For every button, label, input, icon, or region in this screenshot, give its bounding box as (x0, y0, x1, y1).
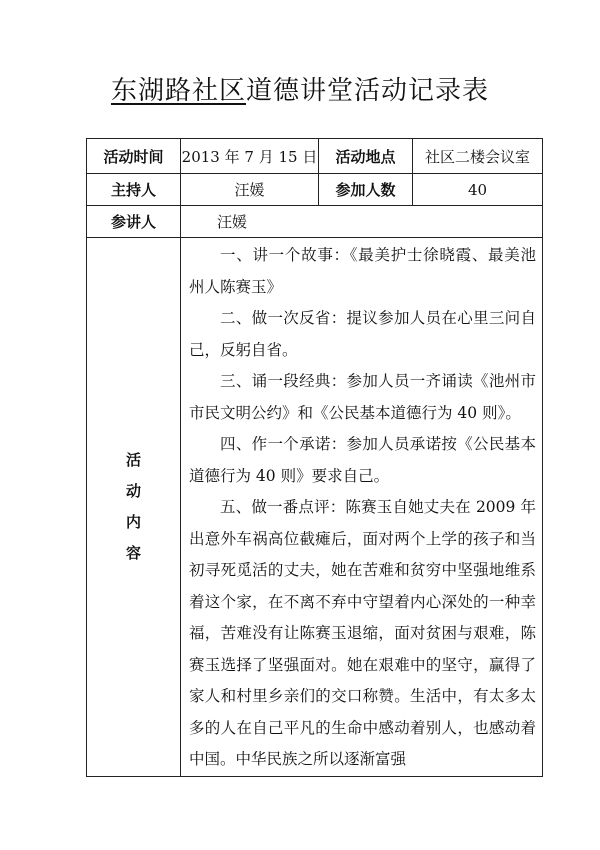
content-label-char: 容 (125, 543, 141, 562)
content-label-char: 动 (125, 481, 141, 500)
place-value: 社区二楼会议室 (413, 139, 543, 174)
content-paragraph: 五、做一番点评：陈赛玉自她丈夫在 2009 年出意外车祸高位截瘫后，面对两个上学的孩子和当初寻死觅活的丈夫，她在苦难和贫穷中坚强地维系着这个家，在不离不弃中守望着内心深处的一种幸福，苦难没有让陈赛玉退缩，面对贫困与艰难，陈赛玉选择了坚强面对。她在艰难中的坚守，赢得了家人和村里乡亲们的交口称赞。生活中，有太多太多的人在自己平凡的生命中感动着别人，也感动着中国。中华民族之所以逐渐富强 (189, 498, 536, 768)
content-row (87, 238, 543, 777)
speaker-row (87, 206, 543, 238)
title-community: 东湖路社区 (110, 76, 246, 106)
title-rest: 道德讲堂活动记录表 (246, 76, 490, 106)
place-label: 活动地点 (319, 139, 413, 174)
time-label: 活动时间 (87, 139, 181, 174)
record-table (86, 138, 543, 777)
host-value: 汪媛 (181, 174, 319, 206)
count-value: 40 (413, 174, 543, 206)
speaker-value: 汪媛 (181, 206, 543, 238)
time-value: 2013 年 7 月 15 日 (181, 139, 319, 174)
content-paragraph: 二、做一次反省：提议参加人员在心里三问自己，反躬自省。 (189, 309, 536, 359)
page-title (0, 70, 600, 107)
host-count-row (87, 174, 543, 206)
speaker-label: 参讲人 (87, 206, 181, 238)
content-body (181, 238, 543, 777)
content-label-char: 内 (125, 512, 141, 531)
content-paragraph: 四、作一个承诺：参加人员承诺按《公民基本道德行为 40 则》要求自己。 (189, 435, 536, 485)
content-paragraph: 一、讲一个故事：《最美护士徐晓霞、最美池州人陈赛玉》 (189, 246, 536, 296)
time-place-row (87, 139, 543, 174)
content-paragraph: 三、诵一段经典：参加人员一齐诵读《池州市市民文明公约》和《公民基本道德行为 40 则》。 (189, 372, 536, 422)
host-label: 主持人 (87, 174, 181, 206)
count-label: 参加人数 (319, 174, 413, 206)
content-label (87, 238, 181, 777)
content-label-char: 活 (125, 450, 141, 469)
